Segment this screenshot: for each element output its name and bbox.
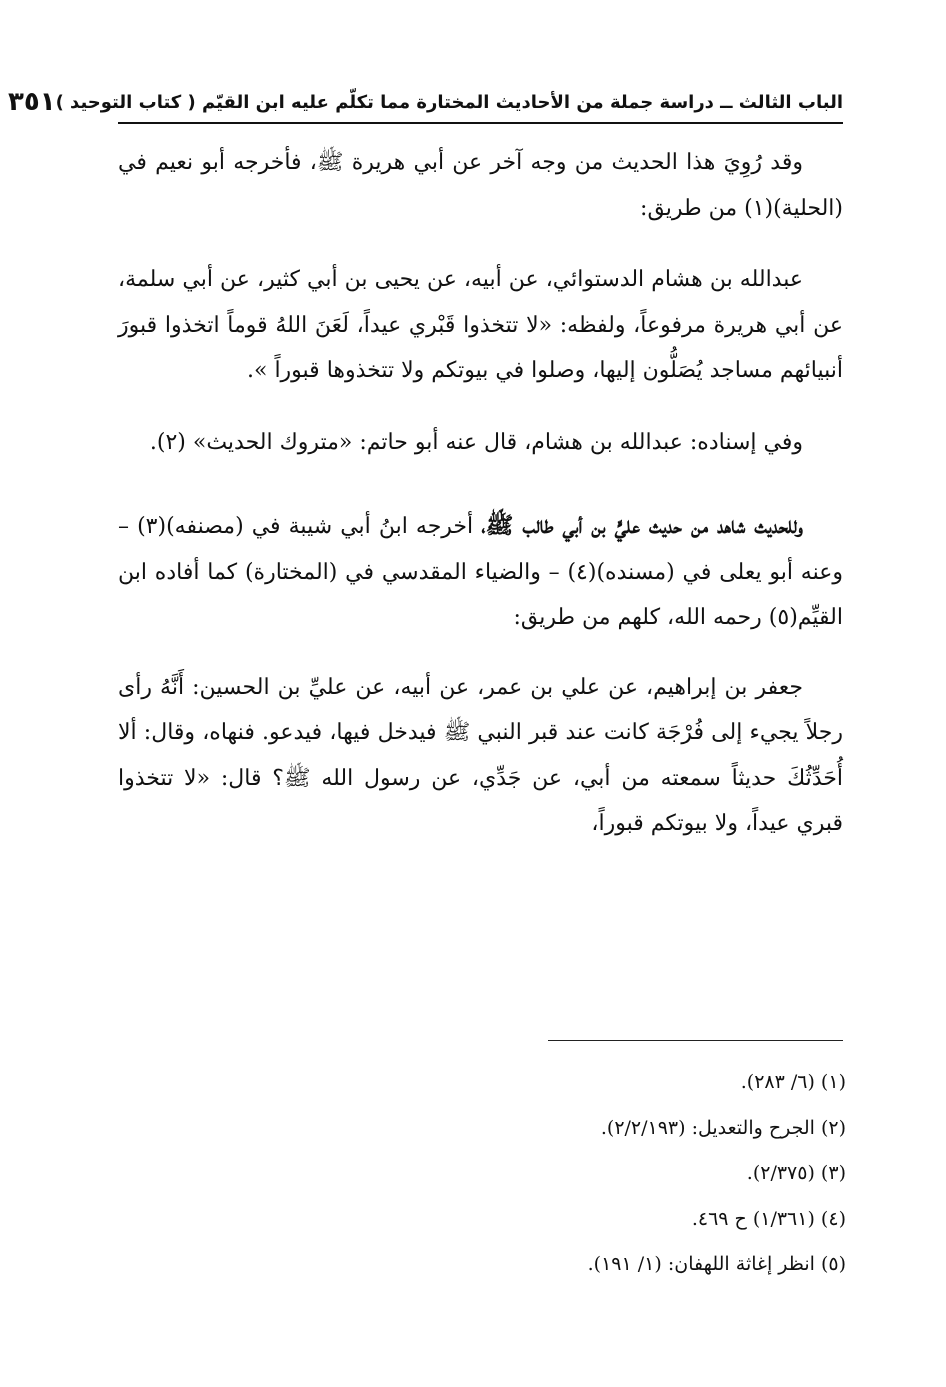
paragraph-text: وقد رُوِيَ هذا الحديث من وجه آخر عن أبي هريرة ﷺ، فأخرجه أبو نعيم في (الحلية)(١) من طريق: [118,150,843,221]
paragraph-5 [118,665,843,847]
running-header [7,82,843,124]
paragraph-1 [118,140,843,231]
footnote-3: (٣) (٢/٣٧٥). [746,1162,846,1184]
paragraph-text: وفي إسناده: عبدالله بن هشام، قال عنه أبو حاتم: «متروك الحديث» (٢). [149,429,803,455]
paragraph-3 [118,420,843,466]
paragraph-4 [118,503,843,641]
paragraph-text: أخرجه ابنُ أبي شيبة في (مصنفه)(٣) – وعنه أبو يعلى في (مسنده)(٤) – والضياء المقدسي في (المختارة) كما أفاده ابن القيِّم(٥) رحمه الله، كلهم من طريق: [118,514,843,630]
footnotes [106,1060,846,1288]
footnote-2: (٢) الجرح والتعديل: (٢/٢/١٩٣). [600,1116,846,1139]
page-number: ٣٥١ [7,87,56,117]
footnote-separator [548,1040,843,1041]
paragraph-text: عبدالله بن هشام الدستوائي، عن أبيه، عن يحيى بن أبي كثير، عن أبي سلمة، عن أبي هريرة مرفوعاً، ولفظه: «لا تتخذوا قَبْري عيداً، لَعَنَ اللهُ قوماً اتخذوا قبورَ أنبيائهم مساجد يُصَلُّون إليها، وصلوا في بيوتكم ولا تتخذوها قبوراً ». [118,267,843,383]
paragraph-2 [118,257,843,394]
paragraph-text: جعفر بن إبراهيم، عن علي بن عمر، عن أبيه، عن عليِّ بن الحسين: أَنَّهُ رأى رجلاً يجيء إلى فُرْجَة كانت عند قبر النبي ﷺ فيدخل فيها، فيدعو. فنهاه، وقال: ألا أُحَدِّثُكَ حديثاً سمعته من أبي، عن جَدِّي، عن رسول الله ﷺ؟ قال: «لا تتخذوا قبري عيداً، ولا بيوتكم قبوراً، [118,674,843,836]
footnote-1: (١) (٦/ ٢٨٣). [740,1071,846,1093]
footnote-5: (٥) انظر إغاثة اللهفان: (١/ ١٩١). [587,1253,846,1275]
paragraph-lead: وللحديث شاهد من حديث عليٍّ بن أبي طالب ﷺ، [481,512,804,539]
main-text [118,140,843,871]
chapter-title: الباب الثالث ــ دراسة جملة من الأحاديث المختارة مما تكلّم عليه ابن القيّم ( كتاب التوحيد ) [55,91,843,113]
footnote-4: (٤) (١/٣٦١) ح ٤٦٩. [691,1207,846,1230]
